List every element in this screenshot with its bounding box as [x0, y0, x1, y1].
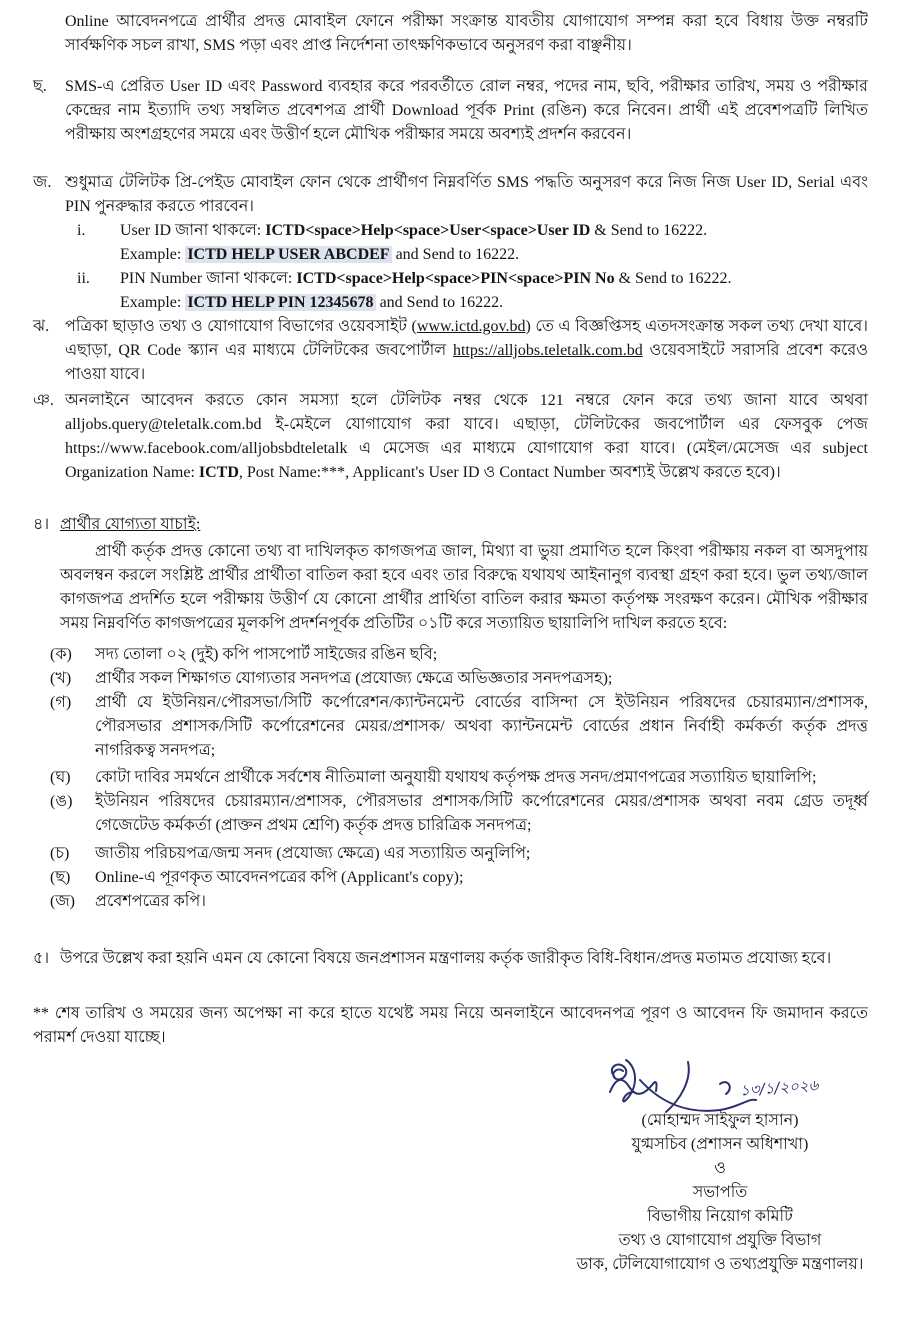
example-tail: and Send to 16222. — [375, 294, 504, 311]
list-label: (ক) — [50, 646, 72, 663]
sms-format-line — [120, 267, 868, 291]
list-text: প্রার্থী যে ইউনিয়ন/পৌরসভা/সিটি কর্পোরেশন/ক্যান্টনমেন্ট বোর্ডের বাসিন্দা সে ইউনিয়ন পরিষদের চেয়ারম্যান/প্রশাসক, পৌরসভার প্রশাসক/সিটি কর্পোরেশনের মেয়র/প্রশাসক/ অথবা ক্যান্টনমেন্ট বোর্ডের প্রধান নির্বাহী কর্মকর্তা কর্তৃক প্রদত্ত নাগরিকত্ব সনদপত্র; — [95, 694, 868, 759]
item-text — [65, 389, 868, 485]
sub-body — [120, 267, 868, 315]
signatory-conjunction: ও — [714, 1160, 726, 1177]
section-number: ৫। — [33, 950, 50, 967]
list-text: জাতীয় পরিচয়পত্র/জন্ম সনদ (প্রযোজ্য ক্ষেত্রে) এর সত্যায়িত অনুলিপি; — [95, 845, 531, 862]
item-body — [65, 171, 868, 315]
list-item — [50, 890, 868, 914]
sms-format-line — [120, 219, 868, 243]
list-label: (খ) — [50, 670, 72, 687]
sms-format: ICTD<space>Help<space>PIN<space>PIN No — [296, 270, 615, 287]
item-label: ঝ. — [33, 318, 50, 335]
list-text: প্রার্থীর সকল শিক্ষাগত যোগ্যতার সনদপত্র (প্রযোজ্য ক্ষেত্রে অভিজ্ঞতার সনদপত্রসহ); — [95, 670, 613, 687]
section-4-paragraph: প্রার্থী কর্তৃক প্রদত্ত কোনো তথ্য বা দাখিলকৃত কাগজপত্র জাল, মিথ্যা বা ভুয়া প্রমাণিত হলে কিংবা পরীক্ষায় নকল বা অসদুপায় অবলম্বন করলে সংশ্লিষ্ট প্রার্থীর প্রার্থীতা বাতিল করা হবে এবং তার বিরুদ্ধে যথাযথ আইনানুগ ব্যবস্থা গ্রহণ করা হবে। ভুল তথ্য/জাল কাগজপত্র প্রদর্শিত হলে পরীক্ষায় উত্তীর্ণ যে কোনো প্রার্থীর প্রার্থিতা বাতিল করার ক্ষমতা কর্তৃপক্ষ সংরক্ষণ করেন। মৌখিক পরীক্ষার সময় নিম্নবর্ণিত কাগজপত্রের মূলকপি প্রদর্শনপূর্বক প্রতিটির ০১টি করে সত্যায়িত ছায়ালিপি দাখিল করতে হবে: — [60, 543, 868, 632]
item-jha — [33, 315, 868, 387]
signatory-title: সভাপতি — [692, 1184, 748, 1201]
item-ja — [33, 171, 868, 315]
division-name: তথ্য ও যোগাযোগ প্রযুক্তি বিভাগ — [618, 1232, 822, 1249]
sub-body — [120, 219, 868, 267]
list-item — [50, 842, 868, 866]
signatory-name: (মোহাম্মদ সাইফুল হাসান) — [641, 1112, 799, 1129]
list-text: Online-এ পূরণকৃত আবেদনপত্রের কপি (Applicant's copy); — [95, 869, 464, 886]
list-text: সদ্য তোলা ০২ (দুই) কপি পাসপোর্ট সাইজের রঙিন ছবি; — [95, 646, 438, 663]
example-tail: and Send to 16222. — [391, 246, 520, 263]
organization-name: ICTD — [198, 464, 239, 481]
item-nya — [33, 389, 868, 485]
ictd-website-link: www.ictd.gov.bd — [416, 318, 526, 335]
section-text: উপরে উল্লেখ করা হয়নি এমন যে কোনো বিষয়ে জনপ্রশাসন মন্ত্রণালয় কর্তৃক জারীকৃত বিধি-বিধান/প্রদত্ত মতামত প্রযোজ্য হবে। — [60, 950, 832, 967]
list-item — [50, 667, 868, 691]
note-text: শেষ তারিখ ও সময়ের জন্য অপেক্ষা না করে হাতে যথেষ্ট সময় নিয়ে অনলাইনে আবেদনপত্র পূরণ ও আবেদন ফি জমাদান করতে পরামর্শ দেওয়া যাচ্ছে। — [33, 1005, 869, 1046]
sms-lead: User ID জানা থাকলে: — [120, 222, 266, 239]
list-label: (গ) — [50, 694, 72, 711]
item-text: শুধুমাত্র টেলিটক প্রি-পেইড মোবাইল ফোন থেকে প্রার্থীগণ নিম্নবর্ণিত SMS পদ্ধতি অনুসরণ করে নিজ নিজ User ID, Serial এবং PIN পুনরুদ্ধার করতে পারবেন। — [65, 174, 868, 215]
list-text: কোটা দাবির সমর্থনে প্রার্থীকে সর্বশেষ নীতিমালা অনুযায়ী যথাযথ কর্তৃপক্ষ প্রদত্ত সনদ/প্রমাণপত্রের সত্যায়িত ছায়ালিপি; — [95, 769, 817, 786]
sms-example-line — [120, 291, 868, 315]
list-label: (ঘ) — [50, 769, 71, 786]
sms-tail: & Send to 16222. — [590, 222, 708, 239]
teletalk-jobportal-link: https://alljobs.teletalk.com.bd — [452, 342, 643, 359]
text-segment: ) তে এ বিজ্ঞপ্তিসহ এতদসংক্রান্ত সকল তথ্য দেখা যাবে। এছাড়া, QR Code স্ক্যান এর মাধ্যমে টেলিটকের জবপোর্টাল — [65, 318, 869, 359]
item-label: জ. — [33, 174, 52, 191]
signature-date: ১৩/১/২০২৬ — [739, 1076, 819, 1100]
document-body — [33, 0, 868, 1277]
intro-paragraph: Online আবেদনপত্রে প্রার্থীর প্রদত্ত মোবাইল ফোনে পরীক্ষা সংক্রান্ত যাবতীয় যোগাযোগ সম্পন্ন করা হবে বিধায় উক্ত নম্বরটি সার্বক্ষণিক সচল রাখা, SMS পড়া এবং প্রাপ্ত নির্দেশনা তাৎক্ষণিকভাবে অনুসরণ করা বাঞ্ছনীয়। — [65, 13, 868, 54]
item-label: ঞ. — [33, 392, 54, 409]
list-item — [50, 866, 868, 890]
signatory-designation: যুগ্মসচিব (প্রশাসন অধিশাখা) — [631, 1136, 809, 1153]
signature-strokes — [610, 1060, 756, 1112]
list-label: (ঙ) — [50, 793, 73, 810]
text-segment: ওয়েবসাইটে সরাসরি প্রবেশ করেও পাওয়া যাবে। — [65, 342, 869, 383]
example-lead: Example: — [120, 246, 186, 263]
signature-block — [570, 1054, 870, 1277]
required-documents-list — [50, 643, 868, 914]
sub-label: i. — [77, 222, 86, 239]
item-chha — [33, 75, 868, 147]
sms-tail: & Send to 16222. — [614, 270, 732, 287]
list-text: ইউনিয়ন পরিষদের চেয়ারম্যান/প্রশাসক, পৌরসভার প্রশাসক/সিটি কর্পোরেশনের মেয়র/প্রশাসক অথবা নবম গ্রেড তদূর্ধ্ব গেজেটেড কর্মকর্তা (প্রাক্তন প্রথম শ্রেণি) কর্তৃক প্রদত্ত চারিত্রিক সনদপত্র; — [95, 793, 868, 834]
section-heading: প্রার্থীর যোগ্যতা যাচাই: — [60, 516, 201, 533]
list-label: (ছ) — [50, 869, 71, 886]
example-code: ICTD HELP PIN 12345678 — [187, 294, 374, 311]
item-text — [65, 315, 868, 387]
sms-format: ICTD<space>Help<space>User<space>User ID — [265, 222, 591, 239]
list-label: (চ) — [50, 845, 70, 862]
list-item — [50, 790, 868, 838]
text-segment: , Post Name:***, Applicant's User ID ও Contact Number অবশ্যই উল্লেখ করতে হবে)। — [238, 464, 781, 481]
sms-instruction-user-id — [77, 219, 868, 267]
example-lead: Example: — [120, 294, 186, 311]
note-mark: ** — [33, 1005, 49, 1022]
section-5 — [33, 947, 868, 971]
list-label: (জ) — [50, 893, 75, 910]
list-text: প্রবেশপত্রের কপি। — [95, 893, 206, 910]
advisory-note — [33, 1002, 868, 1050]
item-label: ছ. — [33, 78, 47, 95]
text-segment: অনলাইনে আবেদন করতে কোন সমস্যা হলে টেলিটক নম্বর থেকে 121 নম্বরে ফোন করে তথ্য জানা যাবে অথবা alljobs.query@teletalk.com.bd ই-মেইলে যোগাযোগ করা যাবে। এছাড়া, টেলিটকের জবপোর্টাল এর ফেসবুক পেজ https://www.facebook.com/alljobsbdteletalk এ মেসেজ এর মাধ্যমে যোগাযোগ করা যাবে। (মেইল/মেসেজ এর subject Organization Name: — [65, 392, 868, 481]
committee-name: বিভাগীয় নিয়োগ কমিটি — [647, 1208, 793, 1225]
section-number: ৪। — [33, 516, 50, 533]
section-4-header — [33, 513, 868, 537]
handwritten-signature — [570, 1054, 870, 1116]
list-item — [50, 766, 868, 790]
list-item — [50, 691, 868, 763]
text-segment: পত্রিকা ছাড়াও তথ্য ও যোগাযোগ বিভাগের ওয়েবসাইট ( — [65, 318, 417, 335]
sms-instruction-pin — [77, 267, 868, 315]
sms-example-line — [120, 243, 868, 267]
example-code: ICTD HELP USER ABCDEF — [187, 246, 390, 263]
list-item — [50, 643, 868, 667]
ministry-name: ডাক, টেলিযোগাযোগ ও তথ্যপ্রযুক্তি মন্ত্রণালয়। — [576, 1256, 864, 1273]
sms-lead: PIN Number জানা থাকলে: — [120, 270, 297, 287]
item-text: SMS-এ প্রেরিত User ID এবং Password ব্যবহার করে পরবর্তীতে রোল নম্বর, পদের নাম, ছবি, পরীক্ষার তারিখ, সময় ও পরীক্ষার কেন্দ্রের নাম ইত্যাদি তথ্য সম্বলিত প্রবেশপত্র প্রার্থী Download পূর্বক Print (রঙিন) করে নিবেন। প্রার্থী এই প্রবেশপত্রটি লিখিত পরীক্ষায় অংশগ্রহণের সময়ে এবং উত্তীর্ণ হলে মৌখিক পরীক্ষার সময়ে অবশ্যই প্রদর্শন করবেন। — [65, 78, 868, 143]
sub-label: ii. — [77, 270, 90, 287]
